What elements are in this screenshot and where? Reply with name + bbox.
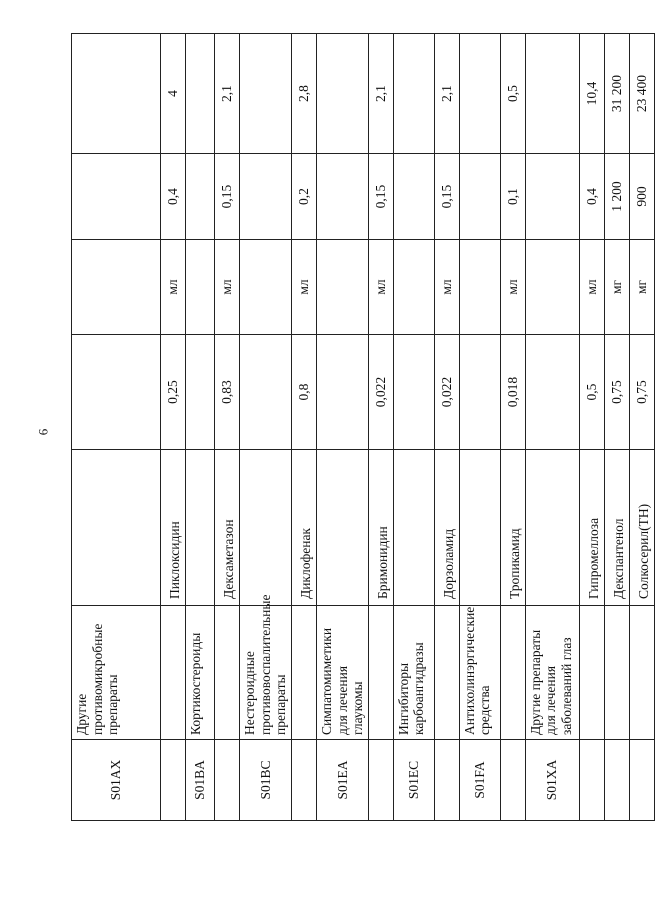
cell-dose <box>317 335 369 450</box>
cell-unit <box>525 240 579 335</box>
cell-drug <box>317 450 369 606</box>
cell-dose: 0,5 <box>579 335 604 450</box>
cell-unit <box>240 240 292 335</box>
cell-drug: Дексаметазон <box>215 450 240 606</box>
cell-unit: мл <box>368 240 393 335</box>
cell-drug: Декспантенол <box>604 450 629 606</box>
cell-unit: мг <box>604 240 629 335</box>
cell-group <box>579 606 604 740</box>
cell-code: S01FA <box>459 740 500 821</box>
cell-value <box>393 34 434 154</box>
cell-group <box>161 606 186 740</box>
cell-dose: 0,75 <box>629 335 654 450</box>
cell-drug <box>393 450 434 606</box>
cell-value <box>186 34 215 154</box>
cell-unit: мл <box>215 240 240 335</box>
cell-dose: 0,022 <box>368 335 393 450</box>
table-row <box>240 34 292 821</box>
cell-group <box>629 606 654 740</box>
cell-code <box>368 740 393 821</box>
cell-value <box>525 34 579 154</box>
cell-group: Другие препараты для лечения заболеваний глаз <box>525 606 579 740</box>
cell-value <box>72 34 161 154</box>
cell-group: Другие противомикробные препараты <box>72 606 161 740</box>
cell-amount: 900 <box>629 154 654 240</box>
table-row <box>368 34 393 821</box>
cell-value: 2,8 <box>292 34 317 154</box>
cell-code <box>629 740 654 821</box>
cell-drug <box>186 450 215 606</box>
table-row <box>292 34 317 821</box>
cell-drug <box>459 450 500 606</box>
cell-dose <box>72 335 161 450</box>
cell-value: 2,1 <box>434 34 459 154</box>
cell-unit: мл <box>500 240 525 335</box>
cell-unit: мл <box>434 240 459 335</box>
cell-dose <box>186 335 215 450</box>
cell-unit <box>317 240 369 335</box>
cell-drug: Гипромеллоза <box>579 450 604 606</box>
cell-code <box>215 740 240 821</box>
cell-value: 2,1 <box>215 34 240 154</box>
cell-value: 4 <box>161 34 186 154</box>
table-row <box>161 34 186 821</box>
cell-amount <box>459 154 500 240</box>
cell-amount: 0,2 <box>292 154 317 240</box>
cell-code: S01AX <box>72 740 161 821</box>
cell-code <box>161 740 186 821</box>
cell-amount: 0,15 <box>368 154 393 240</box>
cell-code <box>604 740 629 821</box>
cell-group: Антихолинэргические средства <box>459 606 500 740</box>
table-row <box>393 34 434 821</box>
table-row <box>604 34 629 821</box>
cell-dose: 0,75 <box>604 335 629 450</box>
cell-unit: мг <box>629 240 654 335</box>
cell-amount: 0,1 <box>500 154 525 240</box>
cell-group: Кортикостероиды <box>186 606 215 740</box>
table-row <box>186 34 215 821</box>
table-row <box>317 34 369 821</box>
cell-unit: мл <box>292 240 317 335</box>
cell-value: 23 400 <box>629 34 654 154</box>
table-row <box>500 34 525 821</box>
cell-group <box>215 606 240 740</box>
table-row <box>525 34 579 821</box>
cell-unit <box>72 240 161 335</box>
cell-drug: Тропикамид <box>500 450 525 606</box>
cell-code <box>579 740 604 821</box>
table-row <box>579 34 604 821</box>
cell-value: 0,5 <box>500 34 525 154</box>
table-row <box>459 34 500 821</box>
cell-dose: 0,83 <box>215 335 240 450</box>
cell-code: S01XA <box>525 740 579 821</box>
rotated-table-wrapper <box>71 34 652 821</box>
table-row <box>434 34 459 821</box>
cell-drug: Солкосерил(TH) <box>629 450 654 606</box>
cell-unit <box>459 240 500 335</box>
cell-amount: 1 200 <box>604 154 629 240</box>
table-row <box>629 34 654 821</box>
cell-unit: мл <box>579 240 604 335</box>
table-row <box>215 34 240 821</box>
cell-dose: 0,25 <box>161 335 186 450</box>
cell-drug <box>72 450 161 606</box>
cell-group: Ингибиторы карбоангидразы <box>393 606 434 740</box>
cell-value <box>240 34 292 154</box>
cell-code: S01EA <box>317 740 369 821</box>
cell-drug: Дорзоламид <box>434 450 459 606</box>
cell-code: S01EC <box>393 740 434 821</box>
cell-value <box>317 34 369 154</box>
table-row <box>72 34 161 821</box>
cell-amount: 0,4 <box>579 154 604 240</box>
cell-dose <box>525 335 579 450</box>
cell-code <box>292 740 317 821</box>
cell-code: S01BA <box>186 740 215 821</box>
cell-value: 10,4 <box>579 34 604 154</box>
cell-amount: 0,15 <box>215 154 240 240</box>
cell-unit: мл <box>161 240 186 335</box>
cell-drug: Бримонидин <box>368 450 393 606</box>
cell-value: 2,1 <box>368 34 393 154</box>
cell-drug: Диклофенак <box>292 450 317 606</box>
cell-drug <box>525 450 579 606</box>
cell-unit <box>186 240 215 335</box>
cell-dose <box>459 335 500 450</box>
cell-dose: 0,8 <box>292 335 317 450</box>
cell-group <box>434 606 459 740</box>
cell-drug: Пиклоксидин <box>161 450 186 606</box>
cell-amount <box>317 154 369 240</box>
drug-table-body <box>72 34 655 821</box>
cell-amount: 0,15 <box>434 154 459 240</box>
cell-value <box>459 34 500 154</box>
cell-amount <box>240 154 292 240</box>
cell-code <box>434 740 459 821</box>
page-number: 6 <box>35 428 51 436</box>
cell-unit <box>393 240 434 335</box>
cell-group <box>500 606 525 740</box>
cell-amount <box>186 154 215 240</box>
cell-group <box>292 606 317 740</box>
cell-amount: 0,4 <box>161 154 186 240</box>
cell-code: S01BC <box>240 740 292 821</box>
cell-amount <box>525 154 579 240</box>
cell-dose <box>240 335 292 450</box>
cell-value: 31 200 <box>604 34 629 154</box>
cell-group: Симпатомиметики для лечения глаукомы <box>317 606 369 740</box>
cell-group <box>368 606 393 740</box>
cell-amount <box>72 154 161 240</box>
cell-dose <box>393 335 434 450</box>
cell-dose: 0,022 <box>434 335 459 450</box>
cell-group <box>604 606 629 740</box>
cell-code <box>500 740 525 821</box>
cell-group: Нестероидные противовоспалительные препараты <box>240 606 292 740</box>
cell-drug <box>240 450 292 606</box>
cell-dose: 0,018 <box>500 335 525 450</box>
drug-table <box>71 33 655 821</box>
cell-amount <box>393 154 434 240</box>
